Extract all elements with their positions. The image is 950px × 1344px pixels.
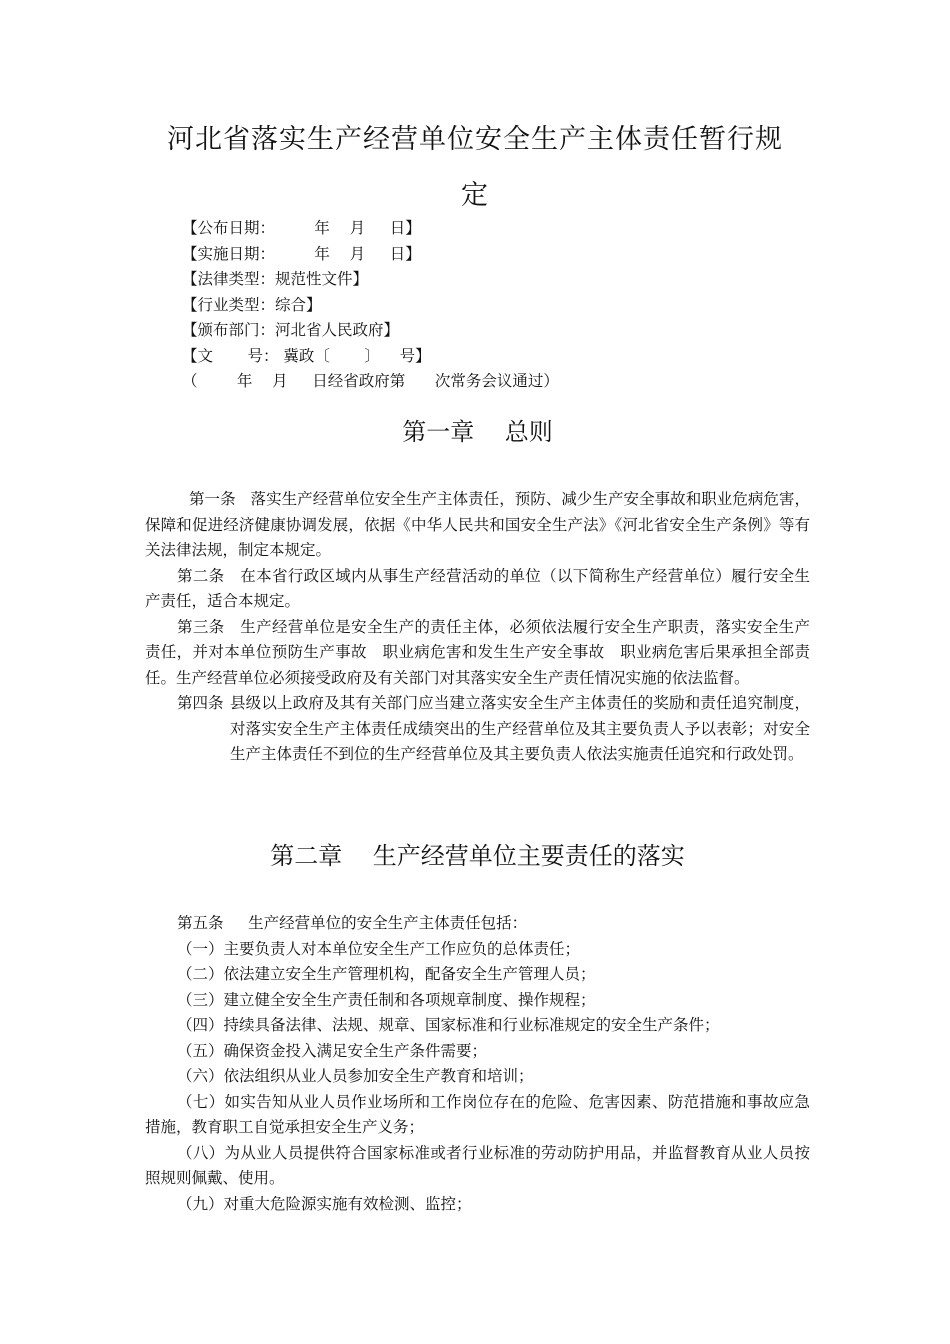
- document-metadata: [182, 216, 802, 395]
- meta-adoption-note: （ 年 月 日经省政府第 次常务会议通过）: [182, 372, 559, 390]
- article-5-item-1: （一）主要负责人对本单位安全生产工作应负的总体责任；: [177, 939, 581, 958]
- article-4: [145, 691, 810, 768]
- article-5-item-4: （四）持续具备法律、法规、规章、国家标准和行业标准规定的安全生产条件；: [177, 1016, 720, 1034]
- article-5-item-7: （七）如实告知从业人员作业场所和工作岗位存在的危险、危害因素、防范措施和事故应急措施，教育职工自觉承担安全生产义务；: [145, 1092, 810, 1136]
- chapter-1-heading: 第一章 总则: [402, 418, 553, 446]
- title-line-2: 定: [461, 180, 489, 211]
- article-5: 第五条 生产经营单位的安全生产主体责任包括：: [177, 914, 528, 932]
- article-4-text: 县级以上政府及其有关部门应当建立落实安全生产主体责任的奖励和责任追究制度，对落实安全生产主体责任成绩突出的生产经营单位及其主要负责人予以表彰；对安全生产主体责任不到位的生产经营单位及其主要负责人依法实施责任追究和行政处罚。: [230, 694, 810, 763]
- article-1: 第一条 落实生产经营单位安全生产主体责任，预防、减少生产安全事故和职业危病危害，保障和促进经济健康协调发展，依据《中华人民共和国安全生产法》《河北省安全生产条例》等有关法律法规，制定本规定。: [145, 490, 810, 559]
- article-4-label: 第四条: [177, 694, 224, 712]
- article-2: 第二条 在本省行政区域内从事生产经营活动的单位（以下简称生产经营单位）履行安全生产责任，适合本规定。: [145, 566, 810, 610]
- meta-document-number: 【文 号： 冀政〔 〕 号】: [182, 346, 431, 365]
- chapter-2-heading: 第二章 生产经营单位主要责任的落实: [270, 842, 685, 870]
- meta-effective-date: 【实施日期： 年 月 日】: [182, 244, 421, 263]
- article-5-item-5: （五）确保资金投入满足安全生产条件需要；: [177, 1041, 488, 1060]
- title-line-1: 河北省落实生产经营单位安全生产主体责任暂行规: [167, 124, 783, 155]
- meta-issuing-department: 【颁布部门：河北省人民政府】: [182, 321, 400, 339]
- article-5-item-8: （八）为从业人员提供符合国家标准或者行业标准的劳动防护用品，并监督教育从业人员按照规则佩戴、使用。: [145, 1143, 810, 1187]
- chapter-2-body: [145, 911, 810, 1217]
- chapter-1-body: [145, 487, 810, 768]
- meta-industry-type: 【行业类型：综合】: [182, 295, 322, 314]
- meta-publish-date: 【公布日期： 年 月 日】: [182, 219, 421, 237]
- article-3: 第三条 生产经营单位是安全生产的责任主体，必须依法履行安全生产职责，落实安全生产责任，并对本单位预防生产事故 职业病危害和发生生产安全事故 职业病危害后果承担全部责任。生产经营单位必须接受政府及有关部门对其落实安全生产责任情况实施的依法监督。: [145, 617, 810, 687]
- article-5-item-2: （二）依法建立安全生产管理机构，配备安全生产管理人员；: [177, 965, 596, 983]
- meta-law-type: 【法律类型：规范性文件】: [182, 270, 369, 288]
- article-5-item-3: （三）建立健全安全生产责任制和各项规章制度、操作规程；: [177, 990, 596, 1009]
- article-5-item-6: （六）依法组织从业人员参加安全生产教育和培训；: [177, 1067, 534, 1085]
- article-5-item-9: （九）对重大危险源实施有效检测、监控；: [177, 1194, 472, 1213]
- document-title: [140, 112, 810, 224]
